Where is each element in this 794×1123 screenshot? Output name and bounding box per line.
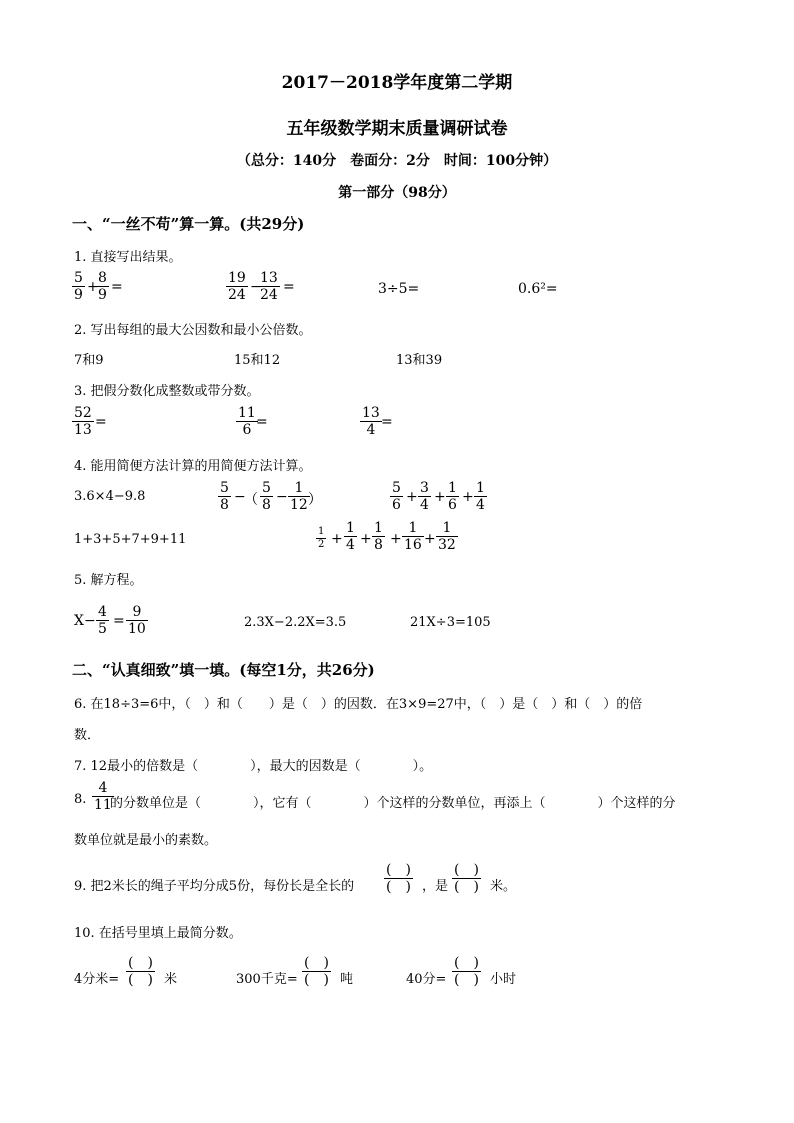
q6-line-2: 数．: [74, 728, 101, 743]
q4-fraction-1-12: $\frac{1}{12}$: [290, 480, 308, 513]
title-line-1: 2017－2018学年度第二学期: [281, 73, 513, 93]
q4-fraction-1-8: $\frac{1}{8}$: [374, 520, 383, 553]
q1-fraction-5-9: $\frac{5}{9}$: [74, 270, 83, 303]
q4-fraction-5-8-b: $\frac{5}{8}$: [262, 480, 271, 513]
q10-b-label: 300千克=: [236, 972, 298, 987]
q4-fraction-5-8-a: $\frac{5}{8}$: [220, 480, 229, 513]
q1-minus: −: [250, 279, 262, 295]
section-1-heading: 一、“一丝不苟”算一算。(共29分): [72, 215, 305, 233]
q9-prefix: 9. 把2米长的绳子平均分成5份，每份长是全长的: [74, 879, 355, 894]
q4-fraction-1-32: $\frac{1}{32}$: [438, 520, 456, 553]
q9-blank-fraction-1[interactable]: ( ) ( ): [386, 862, 411, 895]
q5-fraction-9-10: $\frac{9}{10}$: [128, 604, 146, 637]
q7: 7. 12最小的倍数是（ ），最大的因数是（ ）。: [74, 759, 433, 774]
q1-plus: +: [87, 279, 99, 295]
q3-prompt: 3. 把假分数化成整数或带分数。: [74, 384, 260, 399]
q9-suffix: 米。: [490, 879, 517, 894]
q2-item-3: 13和39: [396, 353, 443, 368]
q8-prefix: 8.: [74, 792, 87, 807]
q4-prompt: 4. 能用简便方法计算的用简便方法计算。: [74, 459, 312, 474]
q10-prompt: 10. 在括号里填上最简分数。: [74, 926, 242, 941]
q1-equals-1: =: [111, 279, 123, 295]
q4-minus-a: −: [234, 489, 246, 505]
q1-fraction-19-24: $\frac{19}{24}$: [228, 270, 246, 303]
q4-fraction-3-4: $\frac{3}{4}$: [420, 480, 429, 513]
q5-equals: =: [113, 613, 125, 629]
title-line-2: 五年级数学期末质量调研试卷: [286, 119, 508, 139]
q9-middle: ，是: [422, 879, 449, 894]
q4-plus-7: +: [424, 531, 436, 547]
q10-a-blank[interactable]: ( ) ( ): [128, 955, 153, 988]
q10-a-unit: 米: [164, 972, 178, 987]
q4-fraction-1-2: $\frac{1}{2}$: [318, 526, 325, 550]
q3-fraction-52-13: $\frac{52}{13}$: [74, 405, 92, 438]
q4-plus-4: +: [331, 531, 343, 547]
q9-blank-fraction-2[interactable]: ( ) ( ): [454, 862, 479, 895]
q5-expr-3: 21X÷3=105: [410, 615, 491, 630]
q2-item-2: 15和12: [234, 353, 281, 368]
q2-prompt: 2. 写出每组的最大公因数和最小公倍数。: [74, 323, 312, 338]
q4-minus-b: −: [276, 489, 288, 505]
q3-equals-3: =: [381, 414, 393, 430]
q10-c-label: 40分=: [406, 972, 447, 987]
q4-plus-2: +: [434, 489, 446, 505]
q4-fraction-1-4-b: $\frac{1}{4}$: [346, 520, 355, 553]
q4-plus-6: +: [390, 531, 402, 547]
q4-plus-1: +: [406, 489, 418, 505]
q4-fraction-5-6: $\frac{5}{6}$: [392, 480, 401, 513]
q3-fraction-11-6: $\frac{11}{6}$: [238, 405, 256, 438]
q3-fraction-13-4: $\frac{13}{4}$: [362, 405, 380, 438]
q6-line-1: 6. 在18÷3=6中，（ ）和（ ）是（ ）的因数．在3×9=27中，（ ）是（ ）和（ ）的倍: [74, 697, 643, 712]
section-2-heading: 二、“认真细致”填一填。(每空1分，共26分): [72, 661, 375, 679]
q10-b-blank[interactable]: ( ) ( ): [304, 955, 329, 988]
q2-item-1: 7和9: [74, 353, 104, 368]
q10-a-label: 4分米=: [74, 972, 120, 987]
q10-c-blank[interactable]: ( ) ( ): [454, 955, 479, 988]
q4-fraction-1-6: $\frac{1}{6}$: [448, 480, 457, 513]
q4-plus-3: +: [462, 489, 474, 505]
q1-fraction-13-24: $\frac{13}{24}$: [260, 270, 278, 303]
q5-expr-2: 2.3X−2.2X=3.5: [244, 615, 347, 630]
q5-prompt: 5. 解方程。: [74, 573, 143, 588]
q3-equals-2: =: [256, 414, 268, 430]
q8-line-2: 数单位就是最小的素数。: [74, 833, 218, 848]
q1-fraction-8-9: $\frac{8}{9}$: [98, 270, 107, 303]
q8-fraction-4-11: $\frac{4}{11}$: [94, 780, 112, 813]
q4-left-paren: （: [244, 492, 258, 508]
q5-fraction-4-5: $\frac{4}{5}$: [98, 604, 107, 637]
q3-equals-1: =: [95, 414, 107, 430]
q4-expr-3: 1+3+5+7+9+11: [74, 532, 187, 547]
exam-meta: （总分：140分 卷面分：2分 时间：100分钟）: [236, 153, 558, 169]
q1-equals-2: =: [283, 279, 295, 295]
q4-right-paren: ）: [308, 492, 322, 508]
q5-x-minus: X−: [74, 613, 96, 629]
q4-plus-5: +: [360, 531, 372, 547]
q10-c-unit: 小时: [490, 972, 517, 987]
q1-square: 0.6²=: [518, 281, 558, 297]
part-heading: 第一部分（98分）: [338, 185, 456, 201]
q10-b-unit: 吨: [340, 972, 354, 987]
q8-line-1: 的分数单位是（ ），它有（ ）个这样的分数单位，再添上（ ）个这样的分: [110, 796, 676, 811]
q4-fraction-1-4: $\frac{1}{4}$: [476, 480, 485, 513]
q4-expr-1: 3.6×4−9.8: [74, 489, 146, 504]
q1-division: 3÷5=: [378, 281, 420, 297]
q1-prompt: 1. 直接写出结果。: [74, 250, 182, 265]
q4-fraction-1-16: $\frac{1}{16}$: [404, 520, 422, 553]
